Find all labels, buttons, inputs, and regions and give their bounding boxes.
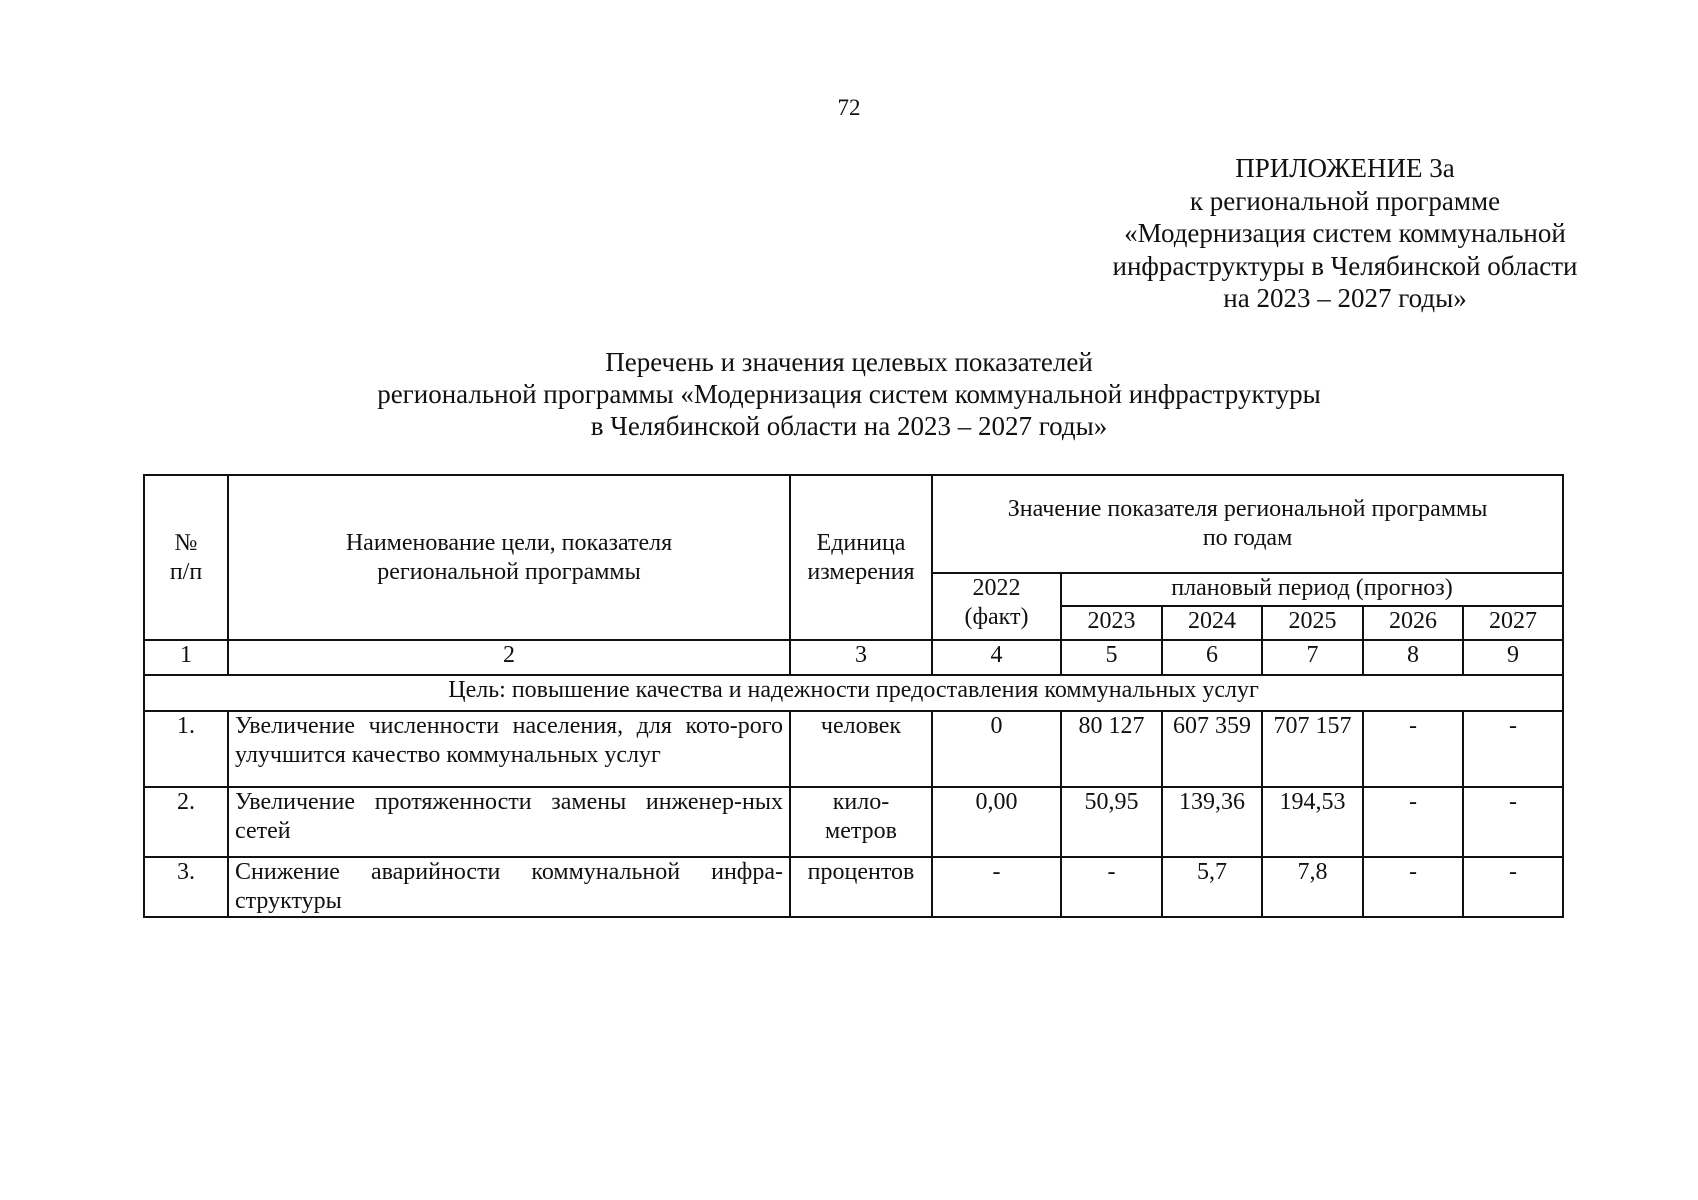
value-2022: - bbox=[932, 857, 1061, 917]
header-text: региональной программы bbox=[377, 558, 641, 585]
header-year: 2025 bbox=[1262, 606, 1363, 640]
header-plan-period: плановый период (прогноз) bbox=[1061, 573, 1563, 606]
value-2025: 7,8 bbox=[1262, 857, 1363, 917]
table-row bbox=[144, 857, 1563, 917]
value-2026: - bbox=[1363, 857, 1463, 917]
column-number: 3 bbox=[790, 640, 932, 675]
value-2024: 5,7 bbox=[1162, 857, 1262, 917]
header-text: Значение показателя региональной программы bbox=[1007, 496, 1488, 522]
appendix-line: к региональной программе bbox=[1189, 185, 1501, 216]
table-row bbox=[144, 711, 1563, 787]
header-text: п/п bbox=[169, 558, 203, 585]
value-2024: 607 359 bbox=[1162, 711, 1262, 787]
row-number: 1. bbox=[144, 711, 228, 787]
header-name bbox=[228, 475, 790, 640]
indicator-unit: человек bbox=[790, 711, 932, 787]
header-year: 2024 bbox=[1162, 606, 1262, 640]
appendix-block bbox=[1080, 152, 1610, 315]
goal-text: Цель: повышение качества и надежности предоставления коммунальных услуг bbox=[144, 675, 1563, 711]
value-2026: - bbox=[1363, 711, 1463, 787]
value-2026: - bbox=[1363, 787, 1463, 857]
value-2025: 707 157 bbox=[1262, 711, 1363, 787]
header-text: Единица bbox=[816, 529, 906, 556]
appendix-line: ПРИЛОЖЕНИЕ 3а bbox=[1235, 153, 1455, 183]
value-2023: - bbox=[1061, 857, 1162, 917]
title-line: региональной программы «Модернизация систем коммунальной инфраструктуры bbox=[377, 379, 1321, 409]
value-2022: 0,00 bbox=[932, 787, 1061, 857]
column-number: 4 bbox=[932, 640, 1061, 675]
table-row bbox=[144, 787, 1563, 857]
header-fact-year bbox=[932, 573, 1061, 640]
value-2025: 194,53 bbox=[1262, 787, 1363, 857]
indicator-unit: кило-метров bbox=[790, 787, 932, 857]
indicator-name: Увеличение численности населения, для кото-рого улучшится качество коммунальных услуг bbox=[228, 711, 790, 787]
value-2024: 139,36 bbox=[1162, 787, 1262, 857]
header-text: (факт) bbox=[964, 604, 1029, 630]
header-text: 2022 bbox=[972, 575, 1021, 601]
header-text: по годам bbox=[1202, 525, 1293, 551]
indicator-name: Увеличение протяженности замены инженер-ных сетей bbox=[228, 787, 790, 857]
column-numbers-row bbox=[144, 640, 1563, 675]
header-year: 2027 bbox=[1463, 606, 1563, 640]
value-2027: - bbox=[1463, 857, 1563, 917]
column-number: 5 bbox=[1061, 640, 1162, 675]
goal-row bbox=[144, 675, 1563, 711]
header-values bbox=[932, 475, 1563, 573]
column-number: 7 bbox=[1262, 640, 1363, 675]
column-number: 6 bbox=[1162, 640, 1262, 675]
value-2027: - bbox=[1463, 787, 1563, 857]
header-number bbox=[144, 475, 228, 640]
appendix-line: «Модернизация систем коммунальной bbox=[1124, 218, 1566, 248]
header-text: № bbox=[174, 529, 198, 556]
indicator-unit: процентов bbox=[790, 857, 932, 917]
column-number: 8 bbox=[1363, 640, 1463, 675]
header-text: измерения bbox=[807, 558, 915, 585]
value-2027: - bbox=[1463, 711, 1563, 787]
header-unit bbox=[790, 475, 932, 640]
appendix-line: на 2023 – 2027 годы» bbox=[1223, 283, 1467, 313]
header-text: Наименование цели, показателя bbox=[345, 529, 673, 556]
row-number: 3. bbox=[144, 857, 228, 917]
header-year: 2023 bbox=[1061, 606, 1162, 640]
title-line: в Челябинской области на 2023 – 2027 годы» bbox=[590, 411, 1108, 441]
indicator-name: Снижение аварийности коммунальной инфра-структуры bbox=[228, 857, 790, 917]
document-title bbox=[0, 346, 1698, 442]
column-number: 9 bbox=[1463, 640, 1563, 675]
column-number: 2 bbox=[228, 640, 790, 675]
indicators-table bbox=[143, 474, 1564, 918]
page-number: 72 bbox=[837, 95, 861, 120]
value-2022: 0 bbox=[932, 711, 1061, 787]
column-number: 1 bbox=[144, 640, 228, 675]
row-number: 2. bbox=[144, 787, 228, 857]
value-2023: 50,95 bbox=[1061, 787, 1162, 857]
title-line: Перечень и значения целевых показателей bbox=[605, 347, 1093, 377]
appendix-line: инфраструктуры в Челябинской области bbox=[1112, 250, 1578, 281]
value-2023: 80 127 bbox=[1061, 711, 1162, 787]
header-year: 2026 bbox=[1363, 606, 1463, 640]
